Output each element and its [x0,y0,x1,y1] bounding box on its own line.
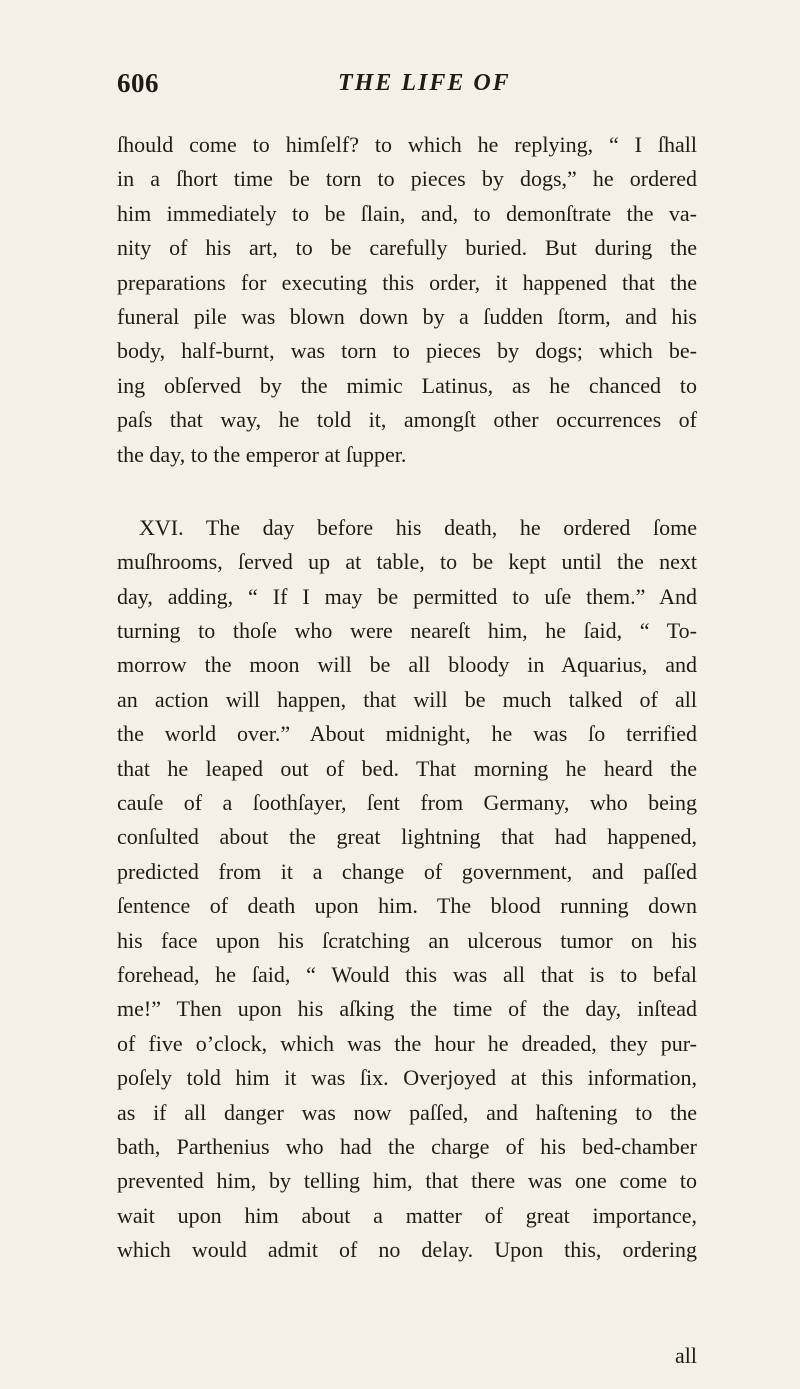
text-line: poſely told him it was ſix. Overjoyed at this information, [117,1065,697,1091]
text-line: the day, to the emperor at ſupper. [117,441,407,467]
page-number: 606 [117,68,159,98]
running-head [0,68,800,112]
text-line: his face upon his ſcratching an ulcerous tumor on his [117,927,697,953]
text-line: nity of his art, to be carefully buried. But during the [117,235,697,261]
text-line: body, half-burnt, was torn to pieces by dogs; which be- [117,338,697,364]
catchword: all [675,1343,697,1368]
text-line: the world over.” About midnight, he was ſo terrified [117,721,697,747]
body-text [117,128,697,1268]
text-line: morrow the moon will be all bloody in Aquarius, and [117,652,697,678]
text-line: as if all danger was now paſſed, and haſtening to the [117,1099,697,1125]
text-line: bath, Parthenius who had the charge of his bed-chamber [117,1133,697,1159]
text-line: predicted from it a change of government, and paſſed [117,858,697,884]
text-line: wait upon him about a matter of great importance, [117,1202,697,1228]
text-line: ſhould come to himſelf? to which he replying, “ I ſhall [117,132,697,157]
running-title: THE LIFE OF [338,70,511,96]
paragraph-gap [117,472,697,511]
text-line: turning to thoſe who were neareſt him, he ſaid, “ To- [117,618,697,644]
text-line: funeral pile was blown down by a ſudden ſtorm, and his [117,303,697,329]
text-line: him immediately to be ſlain, and, to demonſtrate the va- [117,200,697,226]
text-line: which would admit of no delay. Upon this, ordering [117,1237,697,1263]
text-line: cauſe of a ſoothſayer, ſent from Germany, who being [117,790,697,816]
text-line: preparations for executing this order, it happened that the [117,269,697,295]
text-line: an action will happen, that will be much talked of all [117,686,697,712]
text-line: paſs that way, he told it, amongſt other occurrences of [117,407,697,433]
text-line: prevented him, by telling him, that there was one come to [117,1168,697,1194]
text-line: conſulted about the great lightning that had happened, [117,824,697,850]
text-line: muſhrooms, ſerved up at table, to be kept until the next [117,549,697,575]
text-line: that he leaped out of bed. That morning he heard the [117,755,697,781]
catchword-row [117,1339,697,1373]
text-line: me!” Then upon his aſking the time of the day, inſtead [117,996,697,1022]
text-line: of five o’clock, which was the hour he dreaded, they pur- [117,1030,697,1056]
text-line: in a ſhort time be torn to pieces by dogs,” he ordered [117,166,697,192]
text-line: ing obſerved by the mimic Latinus, as he chanced to [117,372,697,398]
text-line: XVI. The day before his death, he ordered ſome [139,514,697,540]
text-line: forehead, he ſaid, “ Would this was all that is to befal [117,961,697,987]
text-line: ſentence of death upon him. The blood running down [117,893,697,919]
text-line: day, adding, “ If I may be permitted to uſe them.” And [117,583,697,609]
